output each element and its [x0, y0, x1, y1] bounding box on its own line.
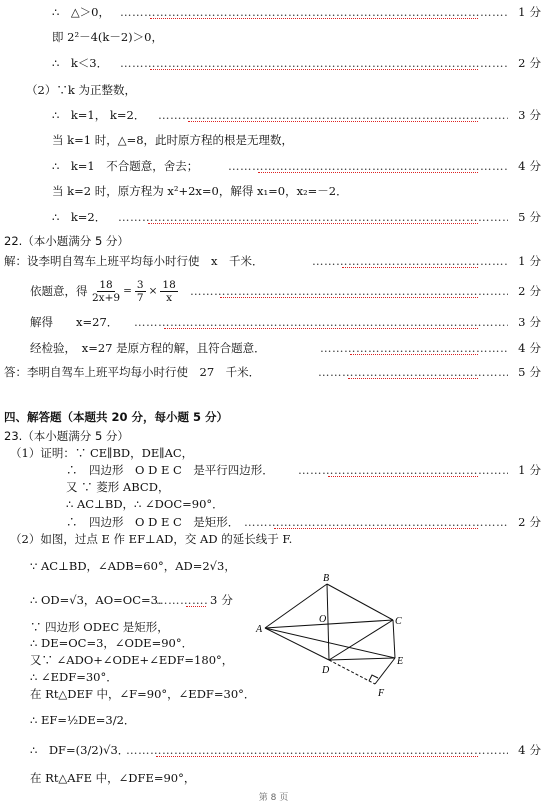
- wavy-underline: [220, 294, 478, 298]
- score-unit: 分: [529, 56, 541, 70]
- line-text: （2）如图，过点 E 作 EF⊥AD，交 AD 的延长线于 F.: [10, 532, 293, 546]
- score-value: 5: [518, 365, 526, 379]
- line-text: ∴ 四边形 O D E C 是矩形．: [66, 515, 240, 529]
- score-value: 5: [518, 210, 526, 224]
- score-value: 4: [518, 341, 526, 355]
- score-value: 1: [518, 254, 526, 268]
- label-a: A: [256, 624, 263, 635]
- score-mark: [518, 312, 541, 332]
- label-c: C: [395, 616, 402, 627]
- line-text: ∵ AC⊥BD，∠ADB=60°，AD=2√3，: [30, 559, 236, 573]
- solution-line: [0, 362, 547, 382]
- score-value: 3: [518, 108, 526, 122]
- score-value: 2: [518, 284, 526, 298]
- score-unit: 分: [529, 463, 541, 477]
- score-unit: 分: [529, 315, 541, 329]
- label-f: F: [378, 688, 385, 699]
- score-mark: [518, 207, 541, 227]
- score-unit: 分: [529, 108, 541, 122]
- segment-ae: [265, 628, 395, 658]
- dot-leader: [228, 156, 508, 176]
- solution-line: [0, 156, 547, 176]
- score-unit: 分: [529, 159, 541, 173]
- line-text: ∴ k=1， k=2．: [52, 108, 146, 122]
- line-text: 又∵ ∠ADO+∠ODE+∠EDF=180°，: [30, 653, 234, 667]
- score-unit: 分: [529, 515, 541, 529]
- wavy-underline: [186, 603, 206, 607]
- segment-cd: [329, 620, 393, 660]
- score-mark: [518, 2, 541, 22]
- score-value: 1: [518, 5, 526, 19]
- score-unit: 分: [529, 210, 541, 224]
- line-text: 22.（本小题满分 5 分）: [4, 234, 129, 248]
- page-number: 第 8 页: [258, 793, 289, 803]
- solution-line: [0, 53, 547, 73]
- segment-ab: [265, 584, 327, 628]
- line-text: 解：设李明自驾车上班平均每小时行使 x 千米．: [4, 254, 264, 268]
- line-text: ∴ k＜3．: [52, 56, 109, 70]
- line-text: 在 Rt△DEF 中，∠F=90°，∠EDF=30°．: [30, 687, 256, 701]
- line-text: 又 ∵ 菱形 ABCD，: [66, 480, 170, 494]
- solution-line: [0, 338, 547, 358]
- score-mark: [518, 156, 541, 176]
- segment-df-dashed: [329, 660, 375, 684]
- line-text: ∴ k=1 不合题意，舍去；: [52, 159, 199, 173]
- line-text: 四、解答题（本题共 20 分，每小题 5 分）: [4, 410, 229, 424]
- solution-line: [0, 27, 547, 47]
- line-text: （1）证明：∵ CE∥BD，DE∥AC，: [10, 446, 194, 460]
- score-value: 3: [518, 315, 526, 329]
- solution-line: [0, 407, 547, 427]
- wavy-underline: [348, 375, 478, 379]
- score-value: 2: [518, 56, 526, 70]
- solution-line: [0, 2, 547, 22]
- line-text: ∴ 四边形 O D E C 是平行四边形．: [66, 463, 274, 477]
- fraction-mid: $\frac{3}{7}$: [136, 278, 144, 304]
- solution-line: [0, 740, 547, 760]
- line-text: 当 k=1 时，△=8，此时原方程的根是无理数，: [52, 133, 294, 147]
- score-mark: [518, 251, 541, 271]
- segment-bd: [327, 584, 329, 660]
- line-text: 答：李明自驾车上班平均每小时行使 27 千米．: [4, 365, 261, 379]
- score-value: 2: [518, 515, 526, 529]
- score-unit: 分: [529, 341, 541, 355]
- solution-line: [0, 231, 547, 251]
- dot-leader: [158, 105, 508, 125]
- solution-line: [0, 251, 547, 271]
- right-angle-mark: [369, 675, 378, 681]
- line-text: ∴ OD=√3，AO=OC=3.: [30, 593, 162, 607]
- line-text: ∴ △＞0，: [52, 5, 110, 19]
- score-mark: [210, 590, 233, 610]
- dot-leader: [126, 740, 508, 760]
- segment-ef: [375, 658, 395, 684]
- label-e: E: [397, 656, 404, 667]
- segment-da: [265, 628, 329, 660]
- dot-leader: [120, 53, 508, 73]
- wavy-underline: [164, 325, 478, 329]
- wavy-underline: [156, 753, 478, 757]
- line-text: 在 Rt△AFE 中，∠DFE=90°，: [30, 771, 196, 785]
- label-o: O: [319, 614, 327, 625]
- line-text: 当 k=2 时，原方程为 x²+2x=0，解得 x₁=0，x₂=－2．: [52, 184, 348, 198]
- line-text: 解得 x=27．: [30, 315, 119, 329]
- score-unit: 分: [529, 365, 541, 379]
- solution-line: [0, 529, 547, 549]
- score-unit: 分: [221, 593, 233, 607]
- dot-leader: [134, 312, 508, 332]
- solution-line: [0, 80, 547, 100]
- dot-leader: [320, 338, 508, 358]
- wavy-underline: [188, 118, 478, 122]
- fraction-equation: $\frac{18}{2x+9}$ = $\frac{3}{7}$ × $\frac{18}{x}$: [92, 278, 176, 304]
- wavy-underline: [258, 169, 478, 173]
- line-text: 即 2²－4(k－2)＞0，: [52, 30, 163, 44]
- solution-line: [0, 181, 547, 201]
- line-text: 经检验， x=27 是原方程的解，且符合题意．: [30, 341, 266, 355]
- score-mark: [518, 105, 541, 125]
- wavy-underline: [342, 264, 478, 268]
- fraction-lhs: $\frac{18}{2x+9}$: [92, 278, 121, 304]
- score-mark: [518, 53, 541, 73]
- solution-line: [0, 105, 547, 125]
- line-text: 23.（本小题满分 5 分）: [4, 429, 129, 443]
- score-value: 4: [518, 159, 526, 173]
- dot-leader: [156, 590, 208, 610]
- dot-leader: [118, 207, 508, 227]
- label-b: B: [323, 573, 330, 584]
- solution-line: [0, 710, 547, 730]
- segment-ac: [265, 620, 393, 628]
- wavy-underline: [150, 66, 478, 70]
- score-mark: [518, 338, 541, 358]
- line-text: ∴ EF=½DE=3/2．: [30, 713, 136, 727]
- score-value: 4: [518, 743, 526, 757]
- line-text: ∴ AC⊥BD，∴ ∠DOC=90°．: [66, 497, 224, 511]
- dot-leader: [120, 2, 508, 22]
- segment-de: [329, 658, 395, 660]
- score-unit: 分: [529, 5, 541, 19]
- score-mark: [518, 740, 541, 760]
- segment-bc: [327, 584, 393, 620]
- line-text: ∵ 四边形 ODEC 是矩形，: [30, 620, 169, 634]
- line-text: 依题意，得: [30, 284, 88, 298]
- wavy-underline: [148, 220, 478, 224]
- geometry-figure: [255, 572, 415, 700]
- wavy-underline: [150, 15, 478, 19]
- score-value: 1: [518, 463, 526, 477]
- solution-line: [0, 312, 547, 332]
- line-text: ∴ k=2．: [52, 210, 107, 224]
- score-mark: [518, 281, 541, 301]
- line-text: ∴ DF=(3/2)√3．: [30, 743, 130, 757]
- score-unit: 分: [529, 254, 541, 268]
- dot-leader: [318, 362, 508, 382]
- solution-line: [0, 130, 547, 150]
- line-text: ∴ ∠EDF=30°．: [30, 670, 118, 684]
- fraction-rhs: $\frac{18}{x}$: [162, 278, 176, 304]
- label-d: D: [322, 665, 330, 676]
- solution-line: [0, 281, 547, 301]
- line-text: ∴ DE=OC=3，∠ODE=90°．: [30, 636, 194, 650]
- dot-leader: [312, 251, 508, 271]
- solution-line: [0, 768, 547, 788]
- score-unit: 分: [529, 743, 541, 757]
- score-value: 3: [210, 593, 218, 607]
- solution-line: [0, 207, 547, 227]
- line-text: （2）∵k 为正整数，: [26, 83, 136, 97]
- dot-leader: [190, 281, 508, 301]
- solution-line: [0, 494, 547, 514]
- wavy-underline: [350, 351, 478, 355]
- score-unit: 分: [529, 284, 541, 298]
- score-mark: [518, 362, 541, 382]
